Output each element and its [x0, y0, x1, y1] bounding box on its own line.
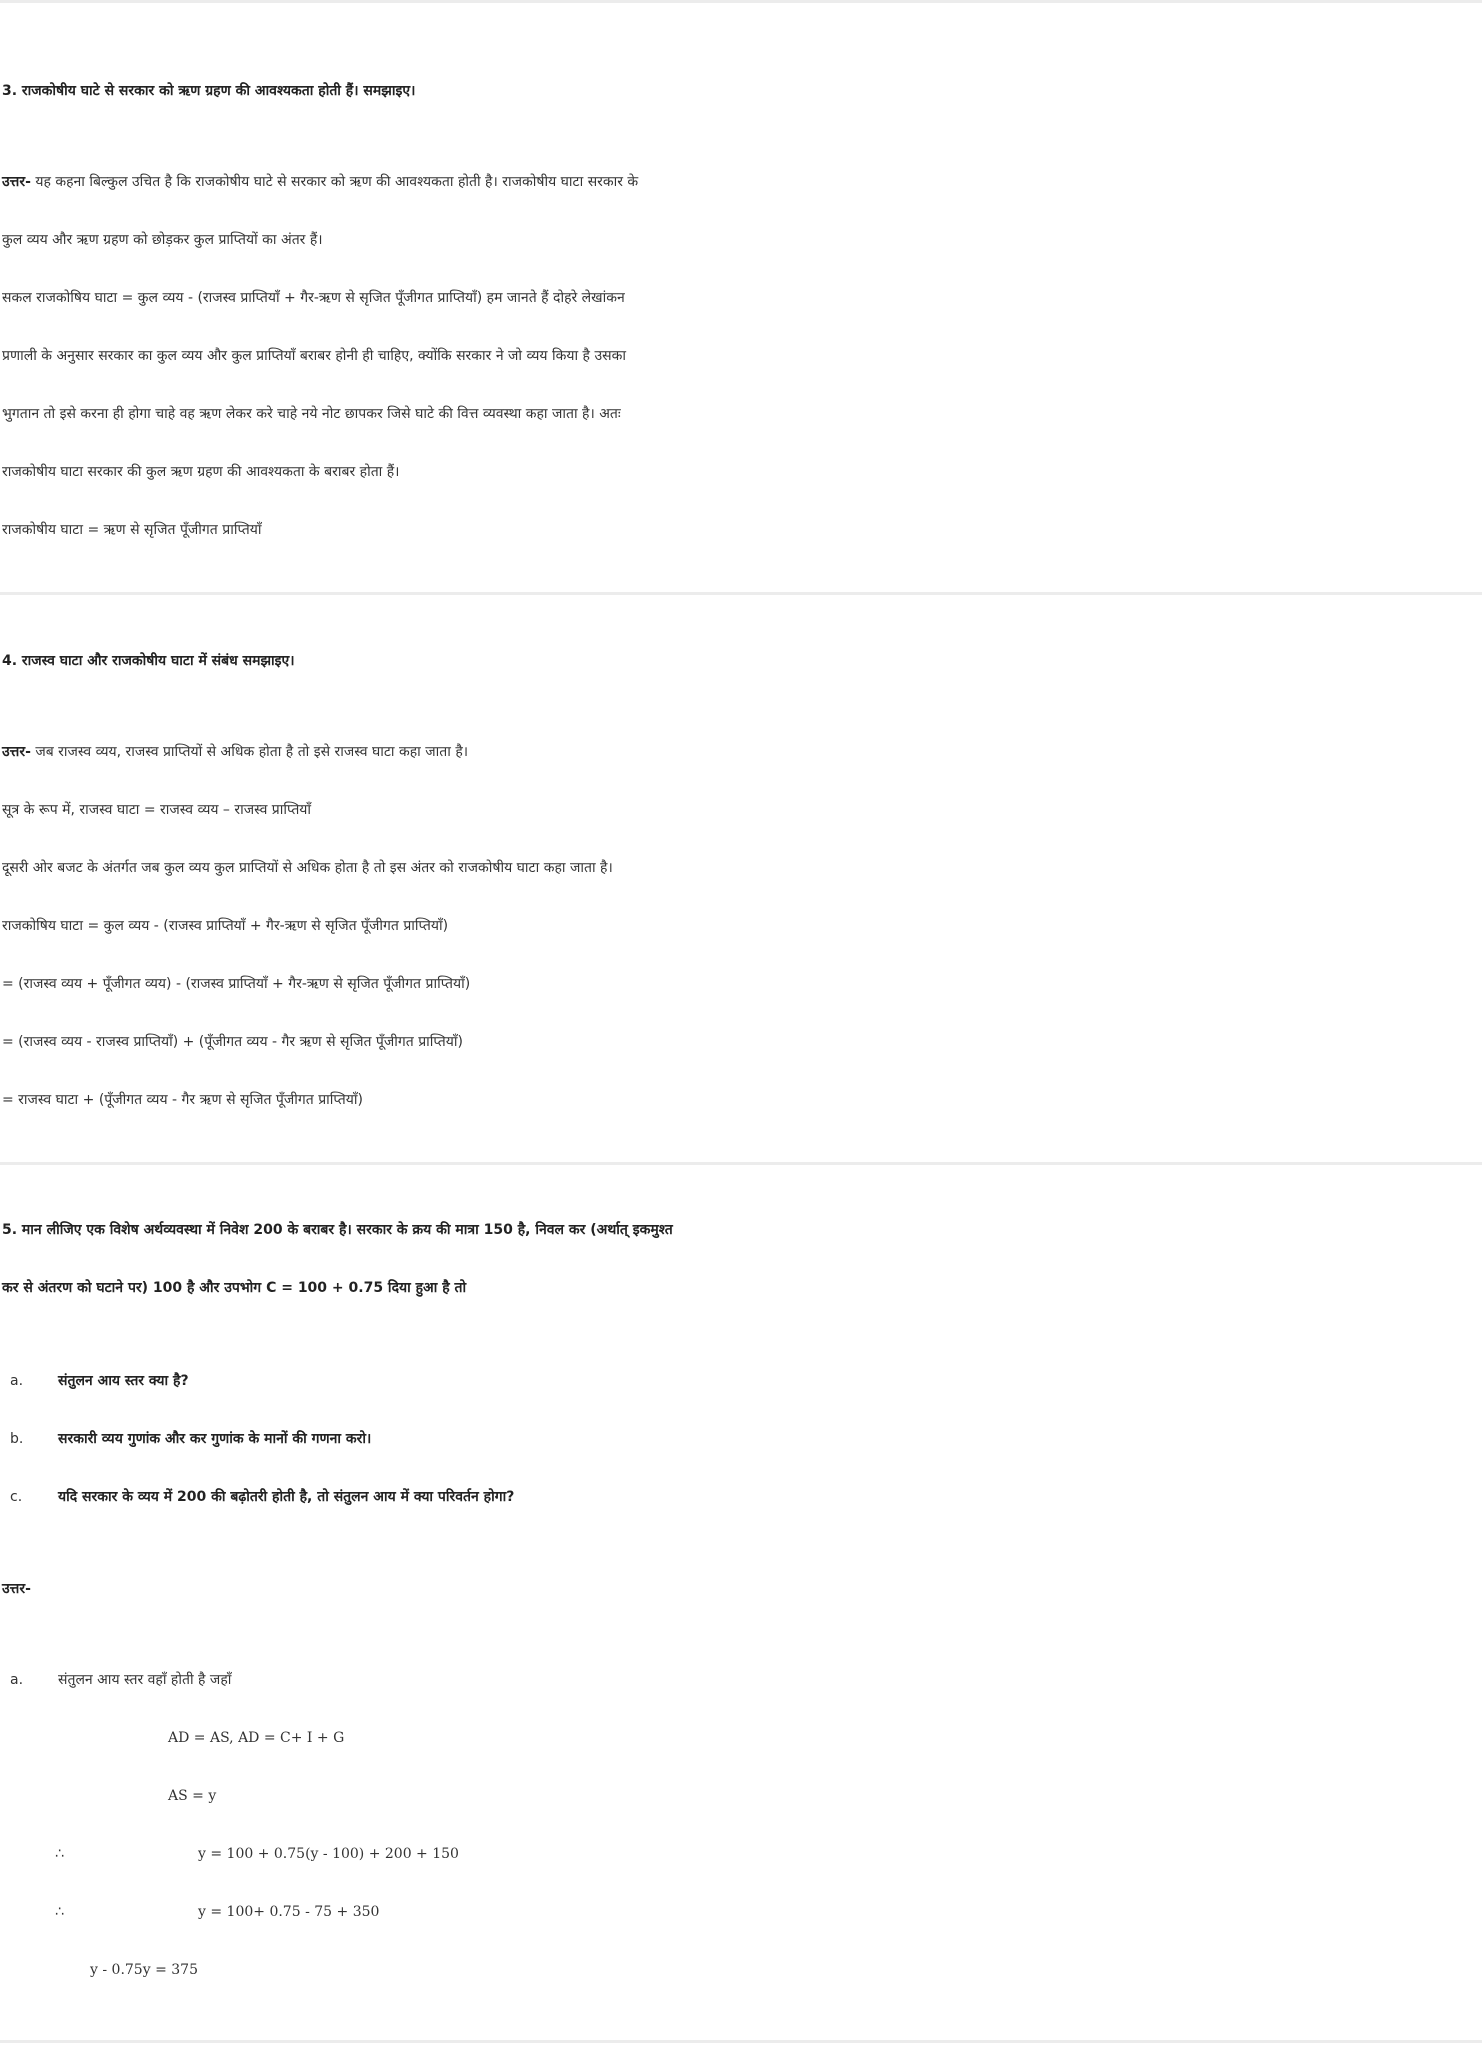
question-3-section — [0, 62, 1482, 120]
answer-3-line-2: कुल व्यय और ऋण ग्रहण को छोड़कर कुल प्राप्तियों का अंतर हैं। — [2, 232, 323, 248]
question-5-heading-line-1: 5. मान लीजिए एक विशेष अर्थव्यवस्था में निवेश 200 के बराबर है। सरकार के क्रय की मात्रा 150 है, निवल कर (अर्थात् इकमुश्त — [2, 1222, 673, 1238]
answer-4-line-3: दूसरी ओर बजट के अंतर्गत जब कुल व्यय कुल प्राप्तियों से अधिक होता है तो इस अंतर को राजकोषीय घाटा कहा जाता है। — [2, 860, 613, 876]
answer-3-line-1: उत्तर- यह कहना बिल्कुल उचित है कि राजकोषीय घाटे से सरकार को ऋण की आवश्यकता होती है। राजकोषीय घाटा सरकार के — [2, 174, 639, 190]
subquestion-list — [0, 1352, 1482, 1526]
section-divider — [0, 1162, 1482, 1165]
question-5-section — [0, 1201, 1482, 1317]
answer-4-line-4: राजकोषिय घाटा = कुल व्यय - (राजस्व प्राप्तियाँ + गैर-ऋण से सृजित पूँजीगत प्राप्तियाँ) — [2, 918, 449, 934]
answer-4-line-1: उत्तर- जब राजस्व व्यय, राजस्व प्राप्तियों से अधिक होता है तो इसे राजस्व घाटा कहा जाता है। — [2, 744, 469, 760]
bottom-divider — [0, 2040, 1482, 2043]
equation-3: ∴ y = 100 + 0.75(y - 100) + 200 + 150 — [0, 1825, 1482, 1883]
question-4-section — [0, 632, 1482, 690]
top-divider — [0, 0, 1482, 3]
answer-4-line-6: = (राजस्व व्यय - राजस्व प्राप्तियाँ) + (पूँजीगत व्यय - गैर ऋण से सृजित पूँजीगत प्राप्तियाँ) — [2, 1034, 463, 1050]
question-4-heading: 4. राजस्व घाटा और राजकोषीय घाटा में संबंध समझाइए। — [2, 653, 295, 669]
answer-5-a — [0, 1651, 1482, 1709]
question-5-heading-line-2: कर से अंतरण को घटाने पर) 100 है और उपभोग C = 100 + 0.75 दिया हुआ है तो — [2, 1280, 467, 1296]
equation-1: AD = AS, AD = C+ I + G — [168, 1730, 345, 1746]
answer-3-line-3: सकल राजकोषिय घाटा = कुल व्यय - (राजस्व प्राप्तियाँ + गैर-ऋण से सृजित पूँजीगत प्राप्तियाँ) हम जानते हैं दोहरे लेखांकन — [2, 290, 625, 306]
equation-5: y - 0.75y = 375 — [90, 1962, 198, 1978]
answer-4-section — [0, 723, 1482, 1129]
answer-4-line-2: सूत्र के रूप में, राजस्व घाटा = राजस्व व्यय – राजस्व प्राप्तियाँ — [2, 802, 312, 818]
answer-label: उत्तर- — [2, 744, 31, 760]
subquestion-c: c. यदि सरकार के व्यय में 200 की बढ़ोतरी होती है, तो संतुलन आय में क्या परिवर्तन होगा? — [10, 1489, 515, 1505]
therefore-symbol: ∴ — [55, 1904, 64, 1920]
answer-3-line-6: राजकोषीय घाटा सरकार की कुल ऋण ग्रहण की आवश्यकता के बराबर होता हैं। — [2, 464, 400, 480]
answer-a-item: a. संतुलन आय स्तर वहाँ होती है जहाँ — [10, 1672, 232, 1688]
subquestion-a: a. संतुलन आय स्तर क्या है? — [10, 1373, 189, 1389]
answer-4-line-5: = (राजस्व व्यय + पूँजीगत व्यय) - (राजस्व प्राप्तियाँ + गैर-ऋण से सृजित पूँजीगत प्राप्तियाँ) — [2, 976, 471, 992]
answer-3-line-7: राजकोषीय घाटा = ऋण से सृजित पूँजीगत प्राप्तियाँ — [2, 522, 262, 538]
answer-5-label-section — [0, 1560, 1482, 1618]
subquestion-b: b. सरकारी व्यय गुणांक और कर गुणांक के मानों की गणना करो। — [10, 1431, 372, 1447]
equation-2: AS = y — [168, 1788, 217, 1804]
section-divider — [0, 592, 1482, 595]
answer-4-line-7: = राजस्व घाटा + (पूँजीगत व्यय - गैर ऋण से सृजित पूँजीगत प्राप्तियाँ) — [2, 1092, 363, 1108]
answer-label: उत्तर- — [2, 174, 31, 190]
equation-4: ∴ y = 100+ 0.75 - 75 + 350 — [0, 1883, 1482, 1941]
answer-3-section — [0, 153, 1482, 559]
question-3-heading: 3. राजकोषीय घाटे से सरकार को ऋण ग्रहण की आवश्यकता होती हैं। समझाइए। — [2, 83, 416, 99]
answer-3-line-5: भुगतान तो इसे करना ही होगा चाहे वह ऋण लेकर करे चाहे नये नोट छापकर जिसे घाटे की वित्त व्यवस्था कहा जाता है। अतः — [2, 406, 621, 422]
equation-block — [0, 1709, 1482, 1999]
therefore-symbol: ∴ — [55, 1846, 64, 1862]
answer-3-line-4: प्रणाली के अनुसार सरकार का कुल व्यय और कुल प्राप्तियाँ बराबर होनी ही चाहिए, क्योंकि सरकार ने जो व्यय किया है उसका — [2, 348, 626, 364]
answer-label: उत्तर- — [2, 1581, 31, 1597]
